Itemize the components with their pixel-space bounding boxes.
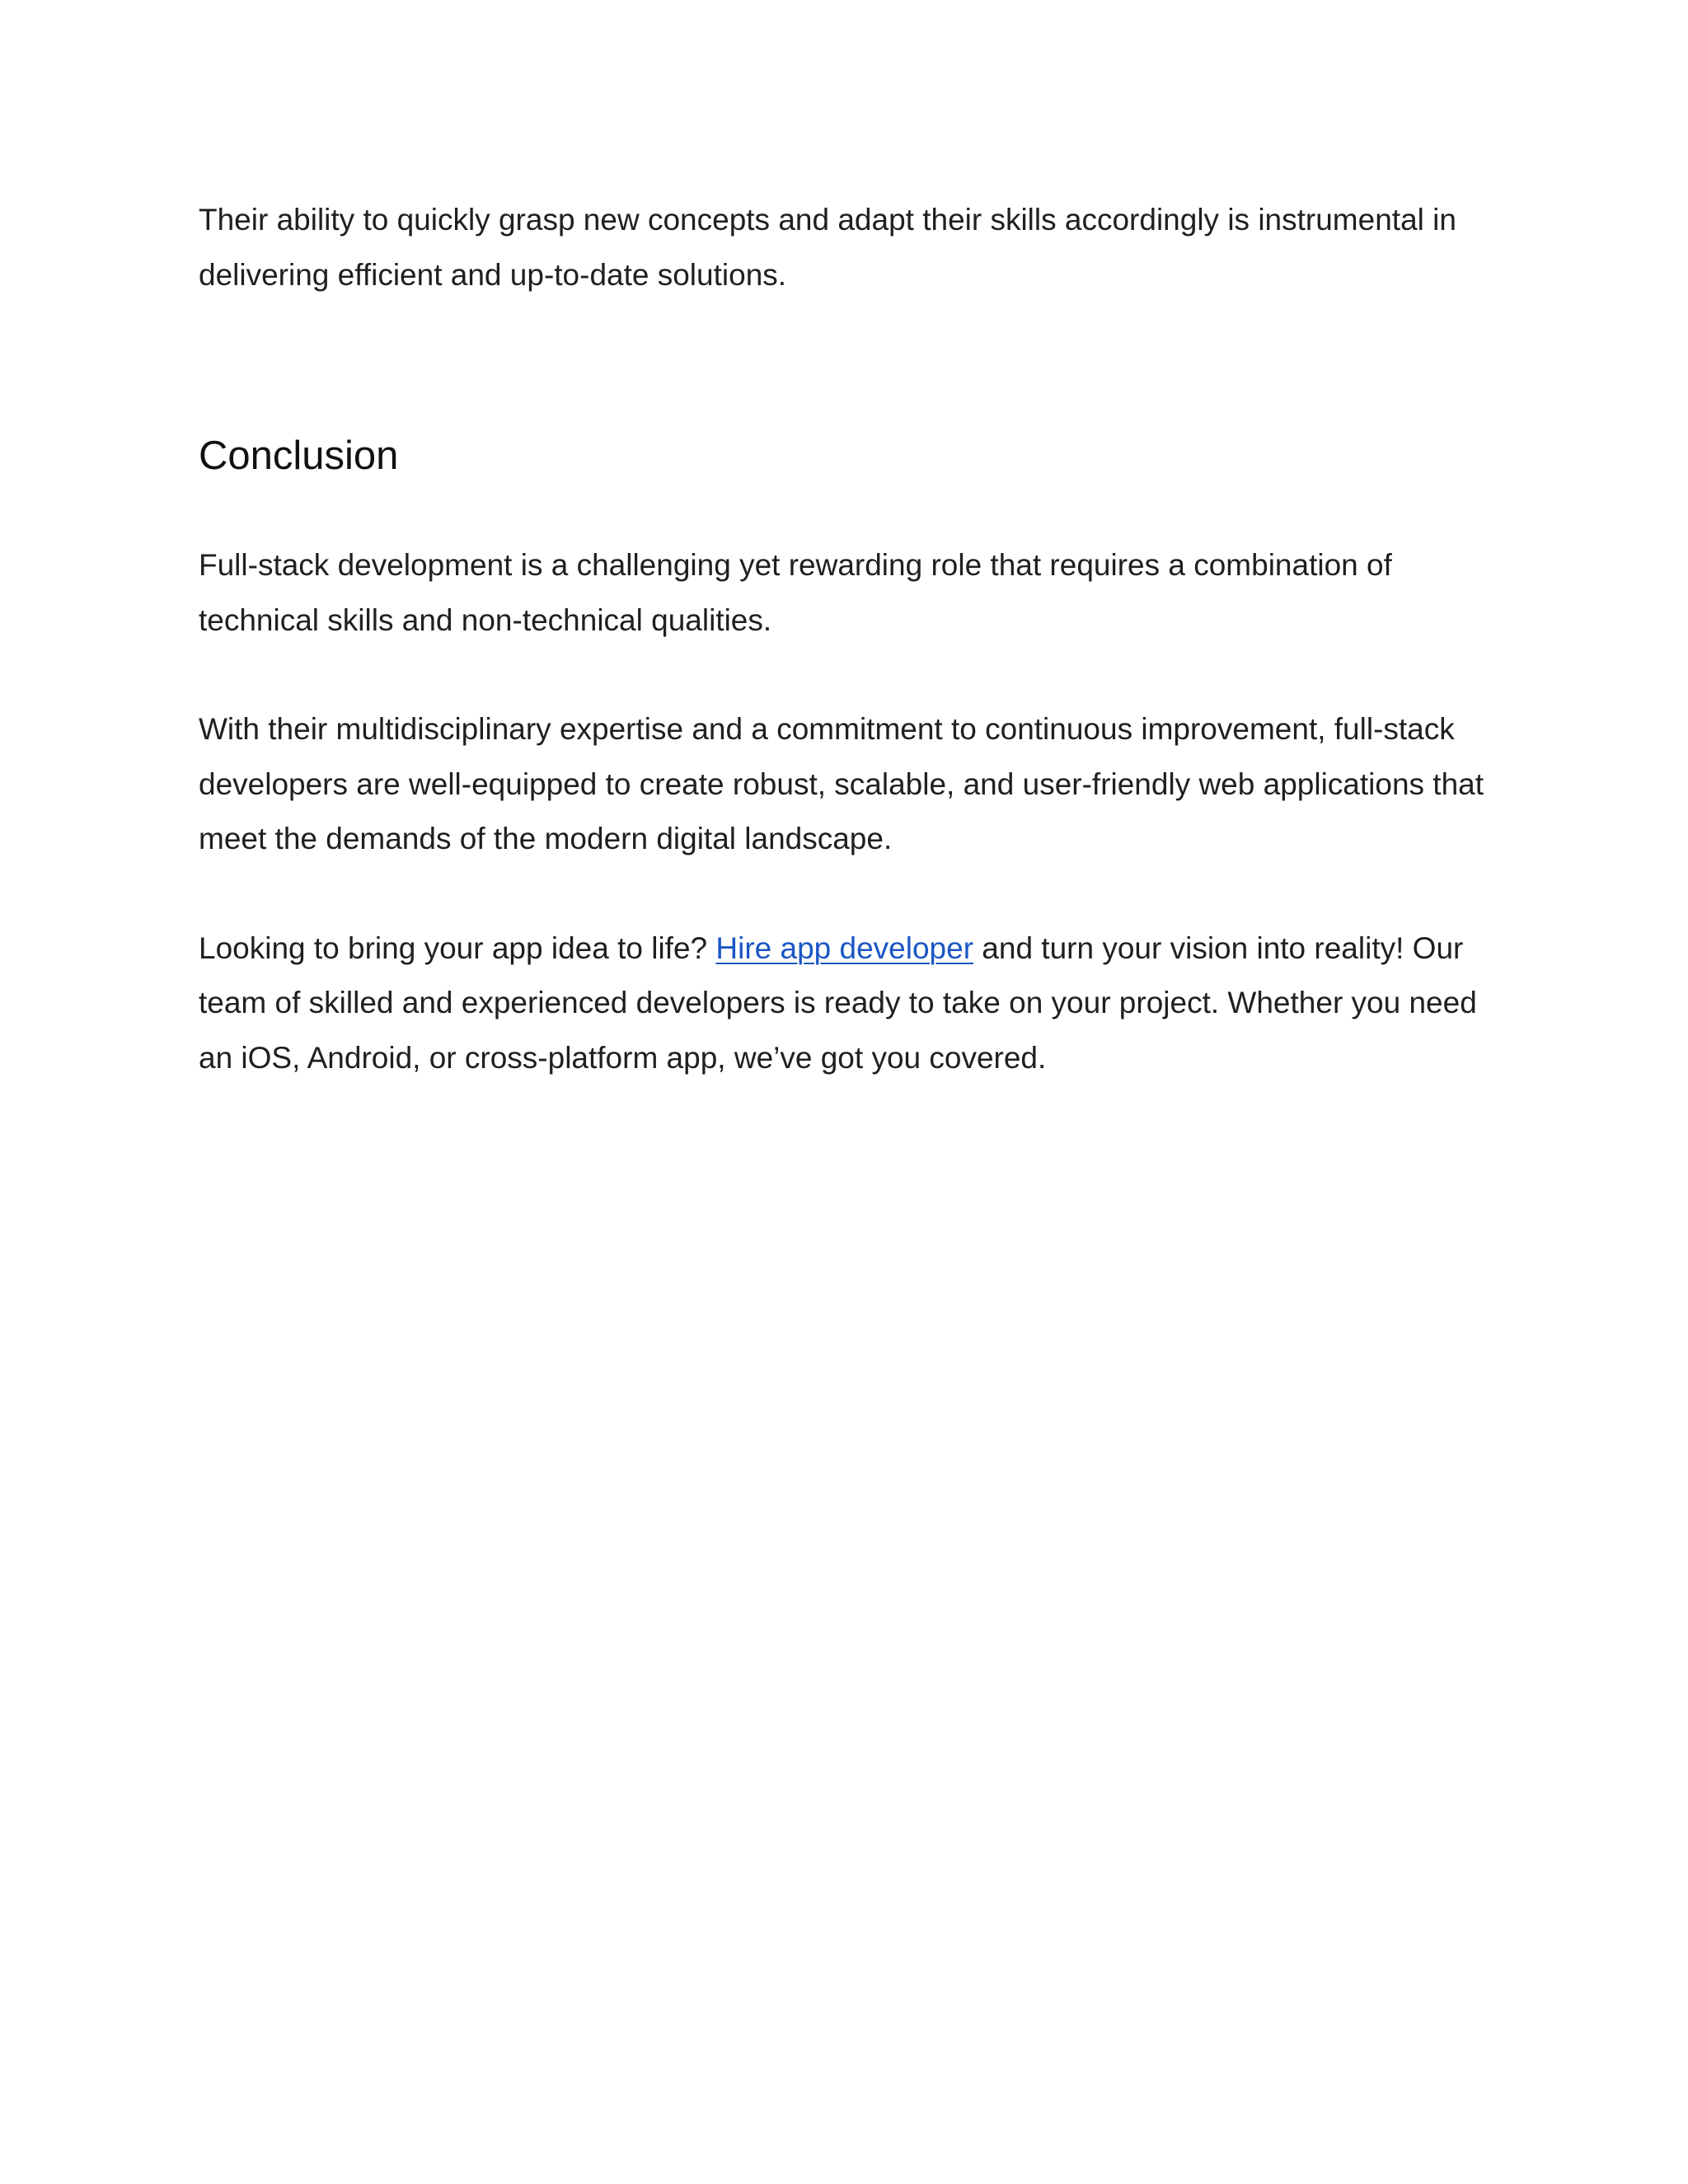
call-to-action-paragraph (199, 921, 1501, 1086)
cta-text-before-link: Looking to bring your app idea to life? (199, 930, 716, 965)
document-body (199, 193, 1501, 1085)
conclusion-paragraph-2: With their multidisciplinary expertise and a commitment to continuous improvement, full-stack developers are well-equipped to create robust, scalable, and user-friendly web applications that meet the demands of the modern digital landscape. (199, 712, 1484, 855)
intro-paragraph: Their ability to quickly grasp new concepts and adapt their skills accordingly is instrumental in delivering efficient and up-to-date solutions. (199, 203, 1456, 292)
hire-app-developer-link[interactable]: Hire app developer (715, 930, 974, 965)
section-heading: Conclusion (199, 434, 399, 478)
conclusion-section (199, 431, 1501, 480)
cta-text-after-link: and turn your vision into reality! Our team of skilled and experienced developers is ready to take on your project. Whether you need an iOS, Android, or cross-platform app, we’ve got you covered. (199, 930, 1477, 1075)
conclusion-paragraph-1: Full-stack development is a challenging yet rewarding role that requires a combination of technical skills and non-technical qualities. (199, 548, 1392, 637)
